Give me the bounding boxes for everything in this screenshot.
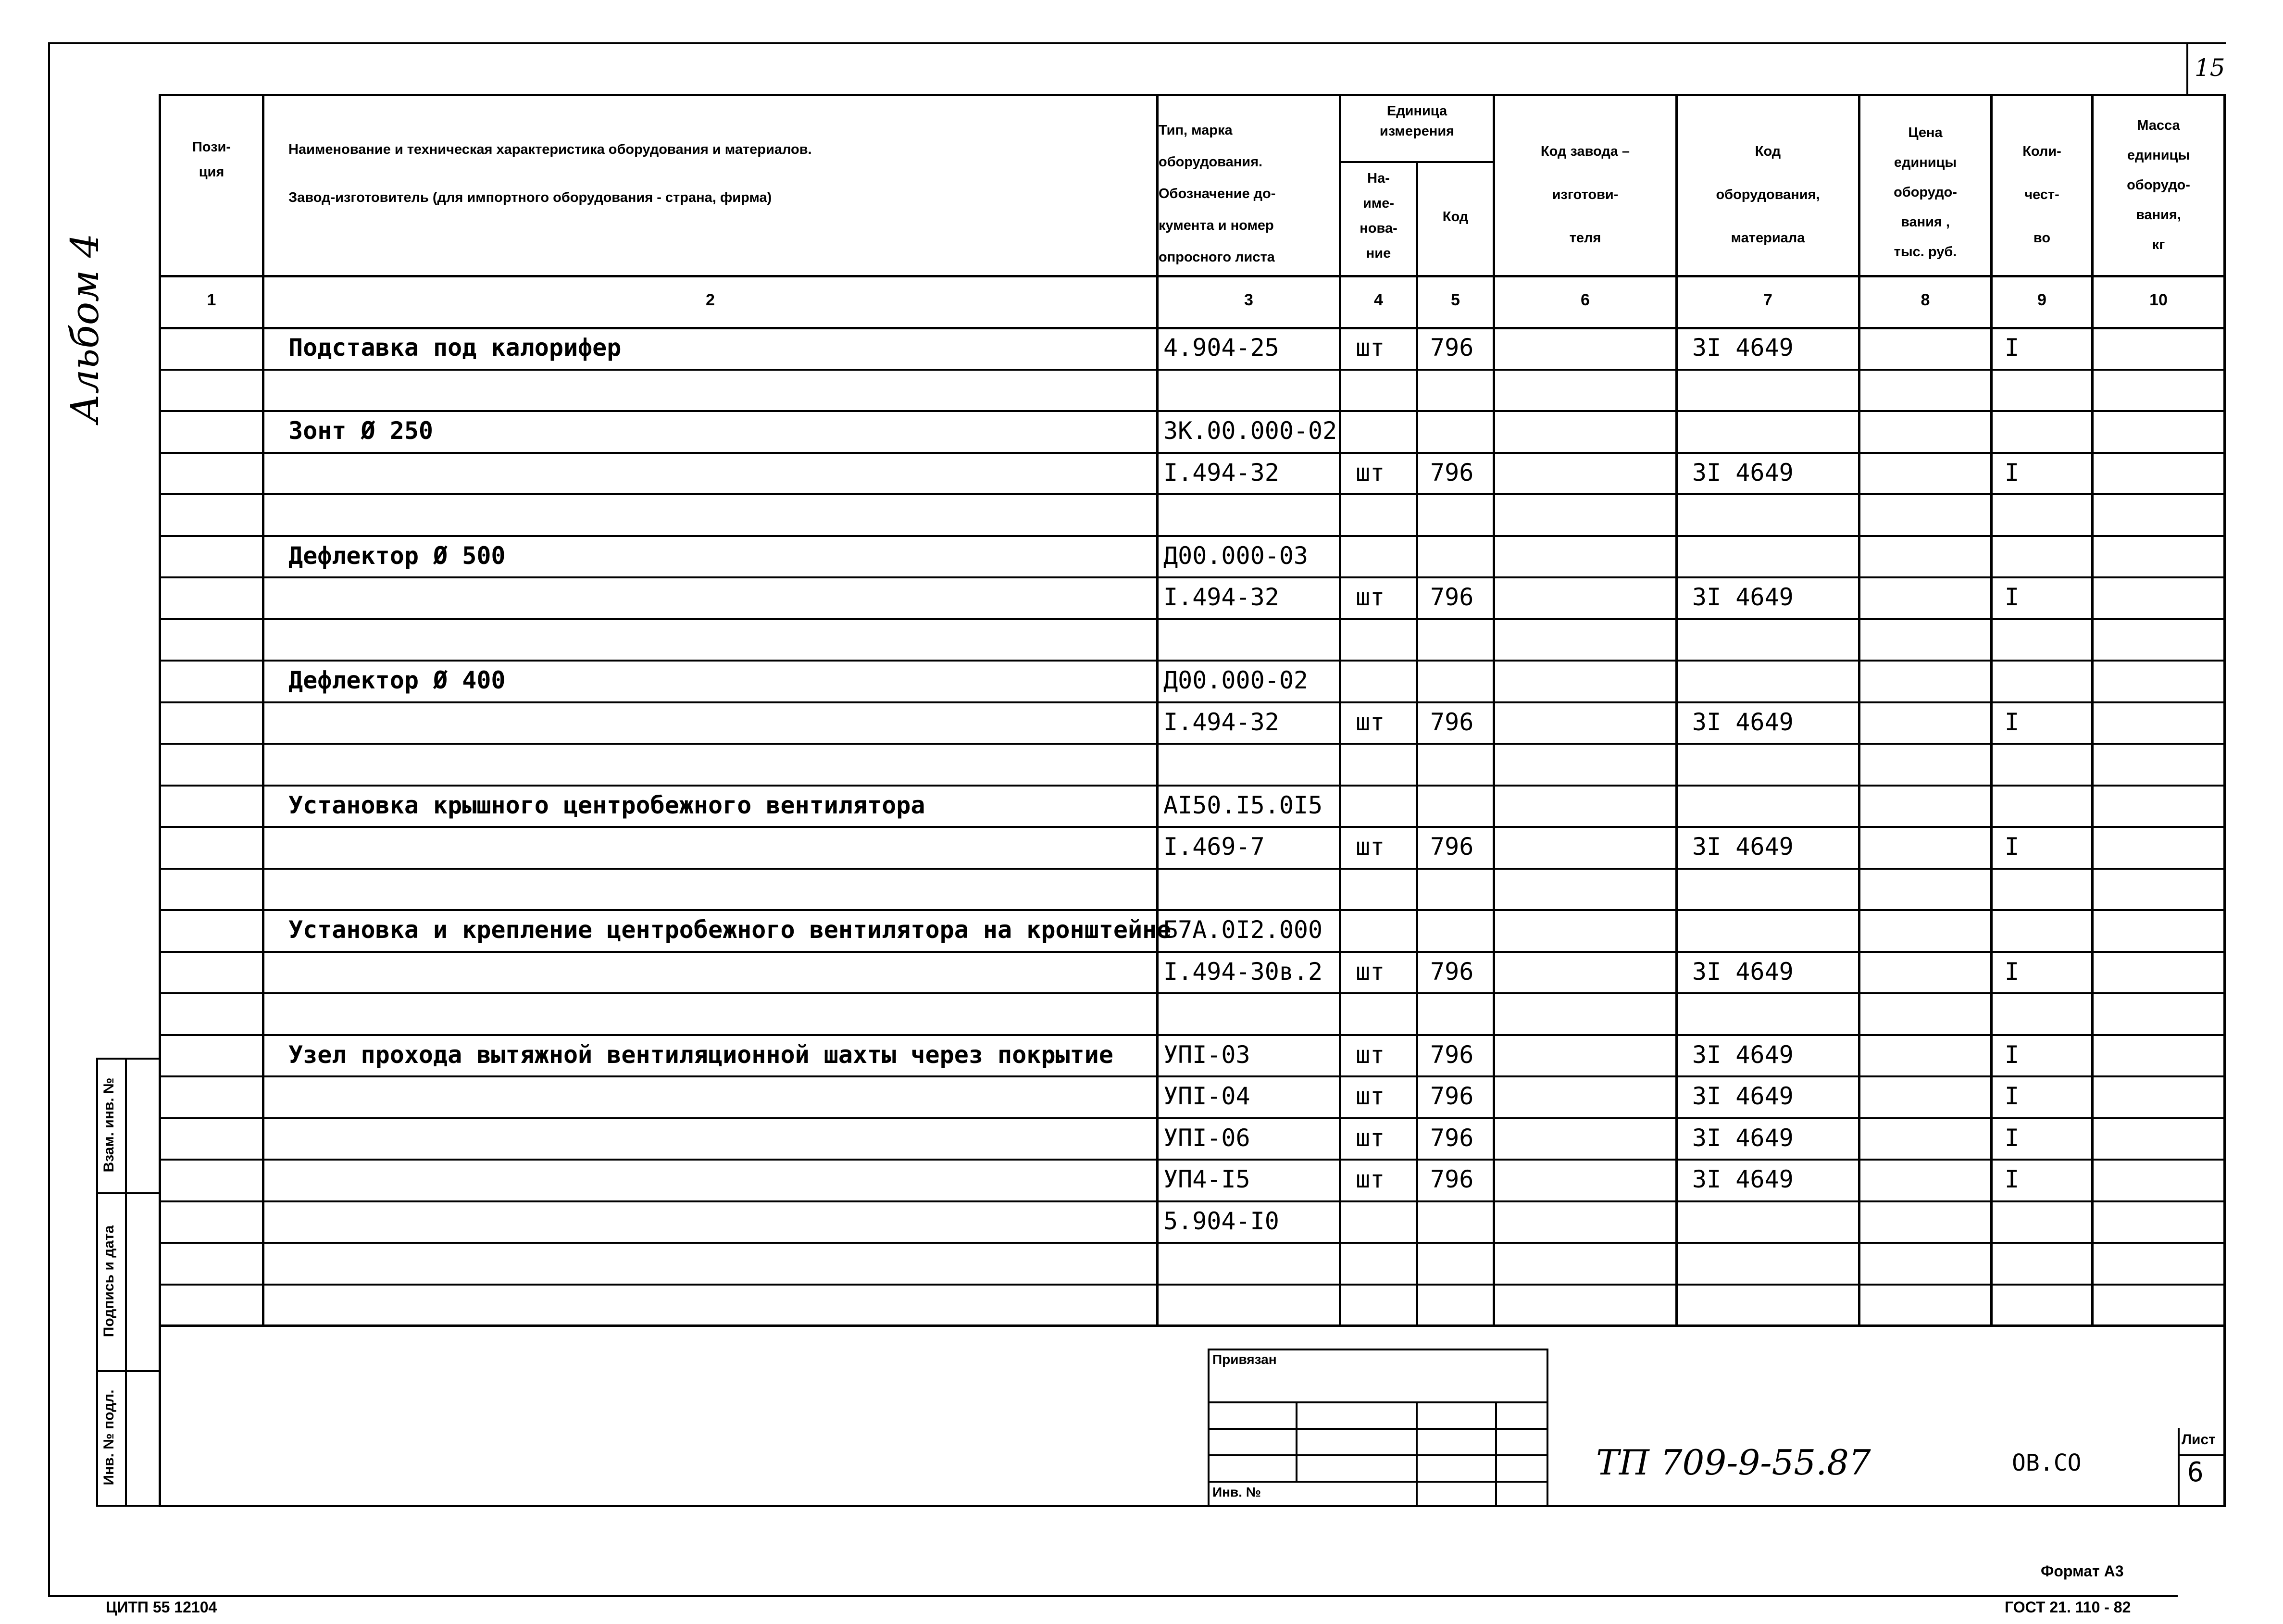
column-number: 3 [1244, 291, 1253, 309]
column-number: 10 [2149, 291, 2168, 309]
row-name: Зонт Ø 250 [288, 417, 434, 445]
row-unit: шт [1356, 1040, 1385, 1069]
row-doc-number: Б7А.0I2.000 [1163, 916, 1323, 944]
col-divider-2 [1156, 94, 1159, 1324]
row-divider [159, 1034, 2226, 1036]
row-unit-code: 796 [1430, 833, 1474, 861]
col-divider-1 [262, 94, 264, 1324]
row-doc-number: I.494-32 [1163, 708, 1279, 736]
row-quantity: I [2005, 583, 2020, 611]
sheet-box-line [2178, 1428, 2180, 1505]
header-unit-name-line: нова- [1360, 221, 1397, 236]
row-unit: шт [1356, 334, 1385, 362]
section-code: ОВ.СО [2012, 1449, 2082, 1476]
header-unit-code: Код [1442, 209, 1469, 225]
header-material-code [1678, 130, 1858, 260]
stamp-line [1495, 1401, 1497, 1505]
side-field-replaced-inv: Взам. инв. № [101, 1077, 117, 1173]
header-price-line: вания , [1901, 214, 1950, 230]
row-quantity: I [2005, 1040, 2020, 1069]
row-divider [159, 743, 2226, 745]
header-price [1860, 118, 1990, 267]
header-name-line2: Завод-изготовитель (для импортного оборудования - страна, фирма) [288, 190, 772, 205]
row-material-code: 3I 4649 [1692, 1165, 1794, 1193]
header-quantity-line: чест- [2024, 187, 2059, 202]
column-number: 6 [1581, 291, 1590, 309]
column-number: 9 [2037, 291, 2046, 309]
col-divider-6 [1675, 94, 1678, 1324]
row-unit: шт [1356, 708, 1385, 736]
row-divider [159, 535, 2226, 537]
row-divider [159, 1242, 2226, 1244]
row-divider [159, 951, 2226, 953]
row-divider [159, 826, 2226, 828]
col-divider-3 [1339, 94, 1341, 1324]
row-quantity: I [2005, 458, 2020, 487]
footer-gost: ГОСТ 21. 110 - 82 [2005, 1599, 2131, 1616]
header-price-line: оборудо- [1894, 185, 1957, 200]
row-doc-number: Д00.000-02 [1163, 666, 1309, 694]
row-divider [159, 576, 2226, 578]
sheet-corner-number: 15 [2195, 54, 2225, 82]
header-unit-name [1341, 166, 1416, 266]
header-factory-line: теля [1569, 230, 1601, 246]
sheet-label: Лист [2182, 1432, 2216, 1448]
row-divider [159, 992, 2226, 994]
row-quantity: I [2005, 708, 2020, 736]
row-unit-code: 796 [1430, 1165, 1474, 1193]
row-divider [159, 452, 2226, 454]
header-type-doc [1159, 114, 1339, 273]
row-quantity: I [2005, 1124, 2020, 1152]
header-unit-group-line: измерения [1379, 124, 1455, 139]
header-type-line: опросного листа [1159, 250, 1275, 265]
row-doc-number: I.494-32 [1163, 583, 1279, 611]
col-divider-7 [1858, 94, 1860, 1324]
header-position: Пози- ция [192, 139, 231, 180]
row-unit: шт [1356, 1165, 1385, 1193]
header-material-line: Код [1755, 144, 1781, 159]
row-unit: шт [1356, 1124, 1385, 1152]
row-name: Подставка под калорифер [288, 334, 622, 362]
left-border-line [48, 42, 50, 1595]
stamp-line [1208, 1349, 1547, 1350]
unit-group-line [1339, 161, 1493, 163]
row-doc-number: 4.904-25 [1163, 334, 1279, 362]
row-divider [159, 369, 2226, 371]
header-unit-name-line: име- [1362, 196, 1395, 211]
row-doc-number: УПI-03 [1163, 1040, 1250, 1069]
header-factory-line: изготови- [1552, 187, 1619, 202]
side-field-inv-no: Инв. № подл. [101, 1389, 117, 1486]
header-type-line: Обозначение до- [1159, 186, 1276, 201]
corner-box-line [2186, 42, 2188, 95]
footer-format: Формат А3 [2041, 1562, 2124, 1580]
row-divider [159, 1284, 2226, 1286]
row-quantity: I [2005, 1165, 2020, 1193]
header-mass-line: оборудо- [2127, 177, 2190, 193]
col-divider-5 [1493, 94, 1495, 1324]
header-factory-line: Код завода – [1540, 144, 1630, 159]
top-border-line [48, 42, 2226, 44]
column-number: 7 [1763, 291, 1772, 309]
stamp-privyazan: Привязан [1212, 1352, 1277, 1367]
table-right-line [2223, 94, 2226, 1505]
row-doc-number: I.494-30в.2 [1163, 957, 1323, 986]
row-divider [159, 493, 2226, 495]
row-name: Дефлектор Ø 500 [288, 541, 506, 570]
row-doc-number: УПI-04 [1163, 1082, 1250, 1110]
column-number: 1 [207, 291, 216, 309]
row-quantity: I [2005, 1082, 2020, 1110]
row-doc-number: АI50.I5.0I5 [1163, 791, 1323, 819]
bottom-border-line [48, 1595, 2178, 1597]
column-number: 2 [706, 291, 715, 309]
row-divider [159, 701, 2226, 703]
col-divider-8 [1990, 94, 1993, 1324]
header-unit-name-line: На- [1367, 171, 1390, 186]
header-quantity [1993, 130, 2091, 260]
row-doc-number: УП4-I5 [1163, 1165, 1250, 1193]
row-unit: шт [1356, 1082, 1385, 1110]
row-material-code: 3I 4649 [1692, 833, 1794, 861]
header-type-line: Тип, марка [1159, 123, 1233, 138]
header-mass [2094, 111, 2223, 260]
row-unit-code: 796 [1430, 1040, 1474, 1069]
row-unit: шт [1356, 583, 1385, 611]
header-mass-line: кг [2152, 237, 2165, 252]
row-unit-code: 796 [1430, 583, 1474, 611]
row-unit-code: 796 [1430, 957, 1474, 986]
row-material-code: 3I 4649 [1692, 1124, 1794, 1152]
sheet-number: 6 [2187, 1457, 2204, 1488]
row-quantity: I [2005, 334, 2020, 362]
row-doc-number: I.469-7 [1163, 833, 1265, 861]
col-divider-9 [2091, 94, 2094, 1324]
header-name-line1: Наименование и техническая характеристика оборудования и материалов. [288, 142, 812, 157]
row-quantity: I [2005, 833, 2020, 861]
footer-citp: ЦИТП 55 12104 [106, 1599, 217, 1616]
row-quantity: I [2005, 957, 2020, 986]
header-material-line: материала [1731, 230, 1805, 246]
row-material-code: 3I 4649 [1692, 583, 1794, 611]
stamp-bottom-line [159, 1505, 2226, 1507]
document-code: ТП 709-9-55.87 [1596, 1442, 1871, 1483]
header-unit-name-line: ние [1366, 246, 1391, 261]
row-divider [159, 410, 2226, 412]
row-unit: шт [1356, 957, 1385, 986]
row-divider [159, 1325, 2226, 1327]
header-material-line: оборудования, [1716, 187, 1820, 202]
row-divider [159, 1117, 2226, 1119]
row-name: Дефлектор Ø 400 [288, 666, 506, 694]
row-divider [159, 1075, 2226, 1077]
header-price-line: единицы [1894, 155, 1957, 170]
header-unit-group-line: Единица [1386, 103, 1447, 119]
row-name: Установка крышного центробежного вентилятора [288, 791, 925, 819]
row-name: Установка и крепление центробежного вентилятора на кронштейне [288, 916, 1172, 944]
row-doc-number: 3К.00.000-02 [1163, 417, 1337, 445]
album-label: Альбом 4 [62, 233, 107, 423]
row-material-code: 3I 4649 [1692, 708, 1794, 736]
column-number: 4 [1374, 291, 1383, 309]
row-divider [159, 1159, 2226, 1161]
row-doc-number: 5.904-I0 [1163, 1207, 1279, 1235]
side-field-signature-date: Подпись и дата [101, 1225, 117, 1337]
row-doc-number: I.494-32 [1163, 458, 1279, 487]
header-unit-group [1341, 101, 1493, 141]
side-field-line [125, 1058, 127, 1505]
stamp-inv-no: Инв. № [1212, 1485, 1261, 1499]
row-doc-number: УПI-06 [1163, 1124, 1250, 1152]
row-unit: шт [1356, 458, 1385, 487]
row-divider [159, 618, 2226, 620]
row-divider [159, 785, 2226, 787]
row-unit-code: 796 [1430, 708, 1474, 736]
stamp-line [1416, 1401, 1418, 1505]
row-unit: шт [1356, 833, 1385, 861]
header-mass-line: Масса [2137, 118, 2180, 133]
column-number: 8 [1921, 291, 1930, 309]
row-unit-code: 796 [1430, 458, 1474, 487]
row-doc-number: Д00.000-03 [1163, 541, 1309, 570]
header-price-line: тыс. руб. [1894, 244, 1957, 260]
table-top-line [159, 94, 2226, 96]
row-material-code: 3I 4649 [1692, 1082, 1794, 1110]
row-unit-code: 796 [1430, 1082, 1474, 1110]
row-material-code: 3I 4649 [1692, 334, 1794, 362]
sheet-box-line [2178, 1454, 2223, 1456]
header-quantity-line: во [2033, 230, 2051, 246]
row-material-code: 3I 4649 [1692, 957, 1794, 986]
header-quantity-line: Коли- [2022, 144, 2061, 159]
row-divider [159, 909, 2226, 911]
row-divider [159, 868, 2226, 870]
row-material-code: 3I 4649 [1692, 458, 1794, 487]
row-divider [159, 1200, 2226, 1202]
header-type-line: оборудования. [1159, 154, 1263, 170]
header-type-line: кумента и номер [1159, 218, 1274, 233]
header-price-line: Цена [1908, 125, 1943, 140]
side-field-line [96, 1058, 98, 1505]
column-number: 5 [1451, 291, 1460, 309]
row-unit-code: 796 [1430, 334, 1474, 362]
row-name: Узел прохода вытяжной вентиляционной шахты через покрытие [288, 1040, 1113, 1069]
row-unit-code: 796 [1430, 1124, 1474, 1152]
header-mass-line: вания, [2136, 207, 2181, 223]
header-bottom-line [159, 275, 2226, 277]
side-field-line [96, 1505, 159, 1507]
header-mass-line: единицы [2127, 148, 2190, 163]
stamp-line [1296, 1401, 1297, 1481]
colnum-bottom-line [159, 327, 2226, 329]
row-material-code: 3I 4649 [1692, 1040, 1794, 1069]
row-divider [159, 660, 2226, 662]
stamp-line [1547, 1349, 1548, 1505]
header-factory-code [1495, 130, 1675, 260]
